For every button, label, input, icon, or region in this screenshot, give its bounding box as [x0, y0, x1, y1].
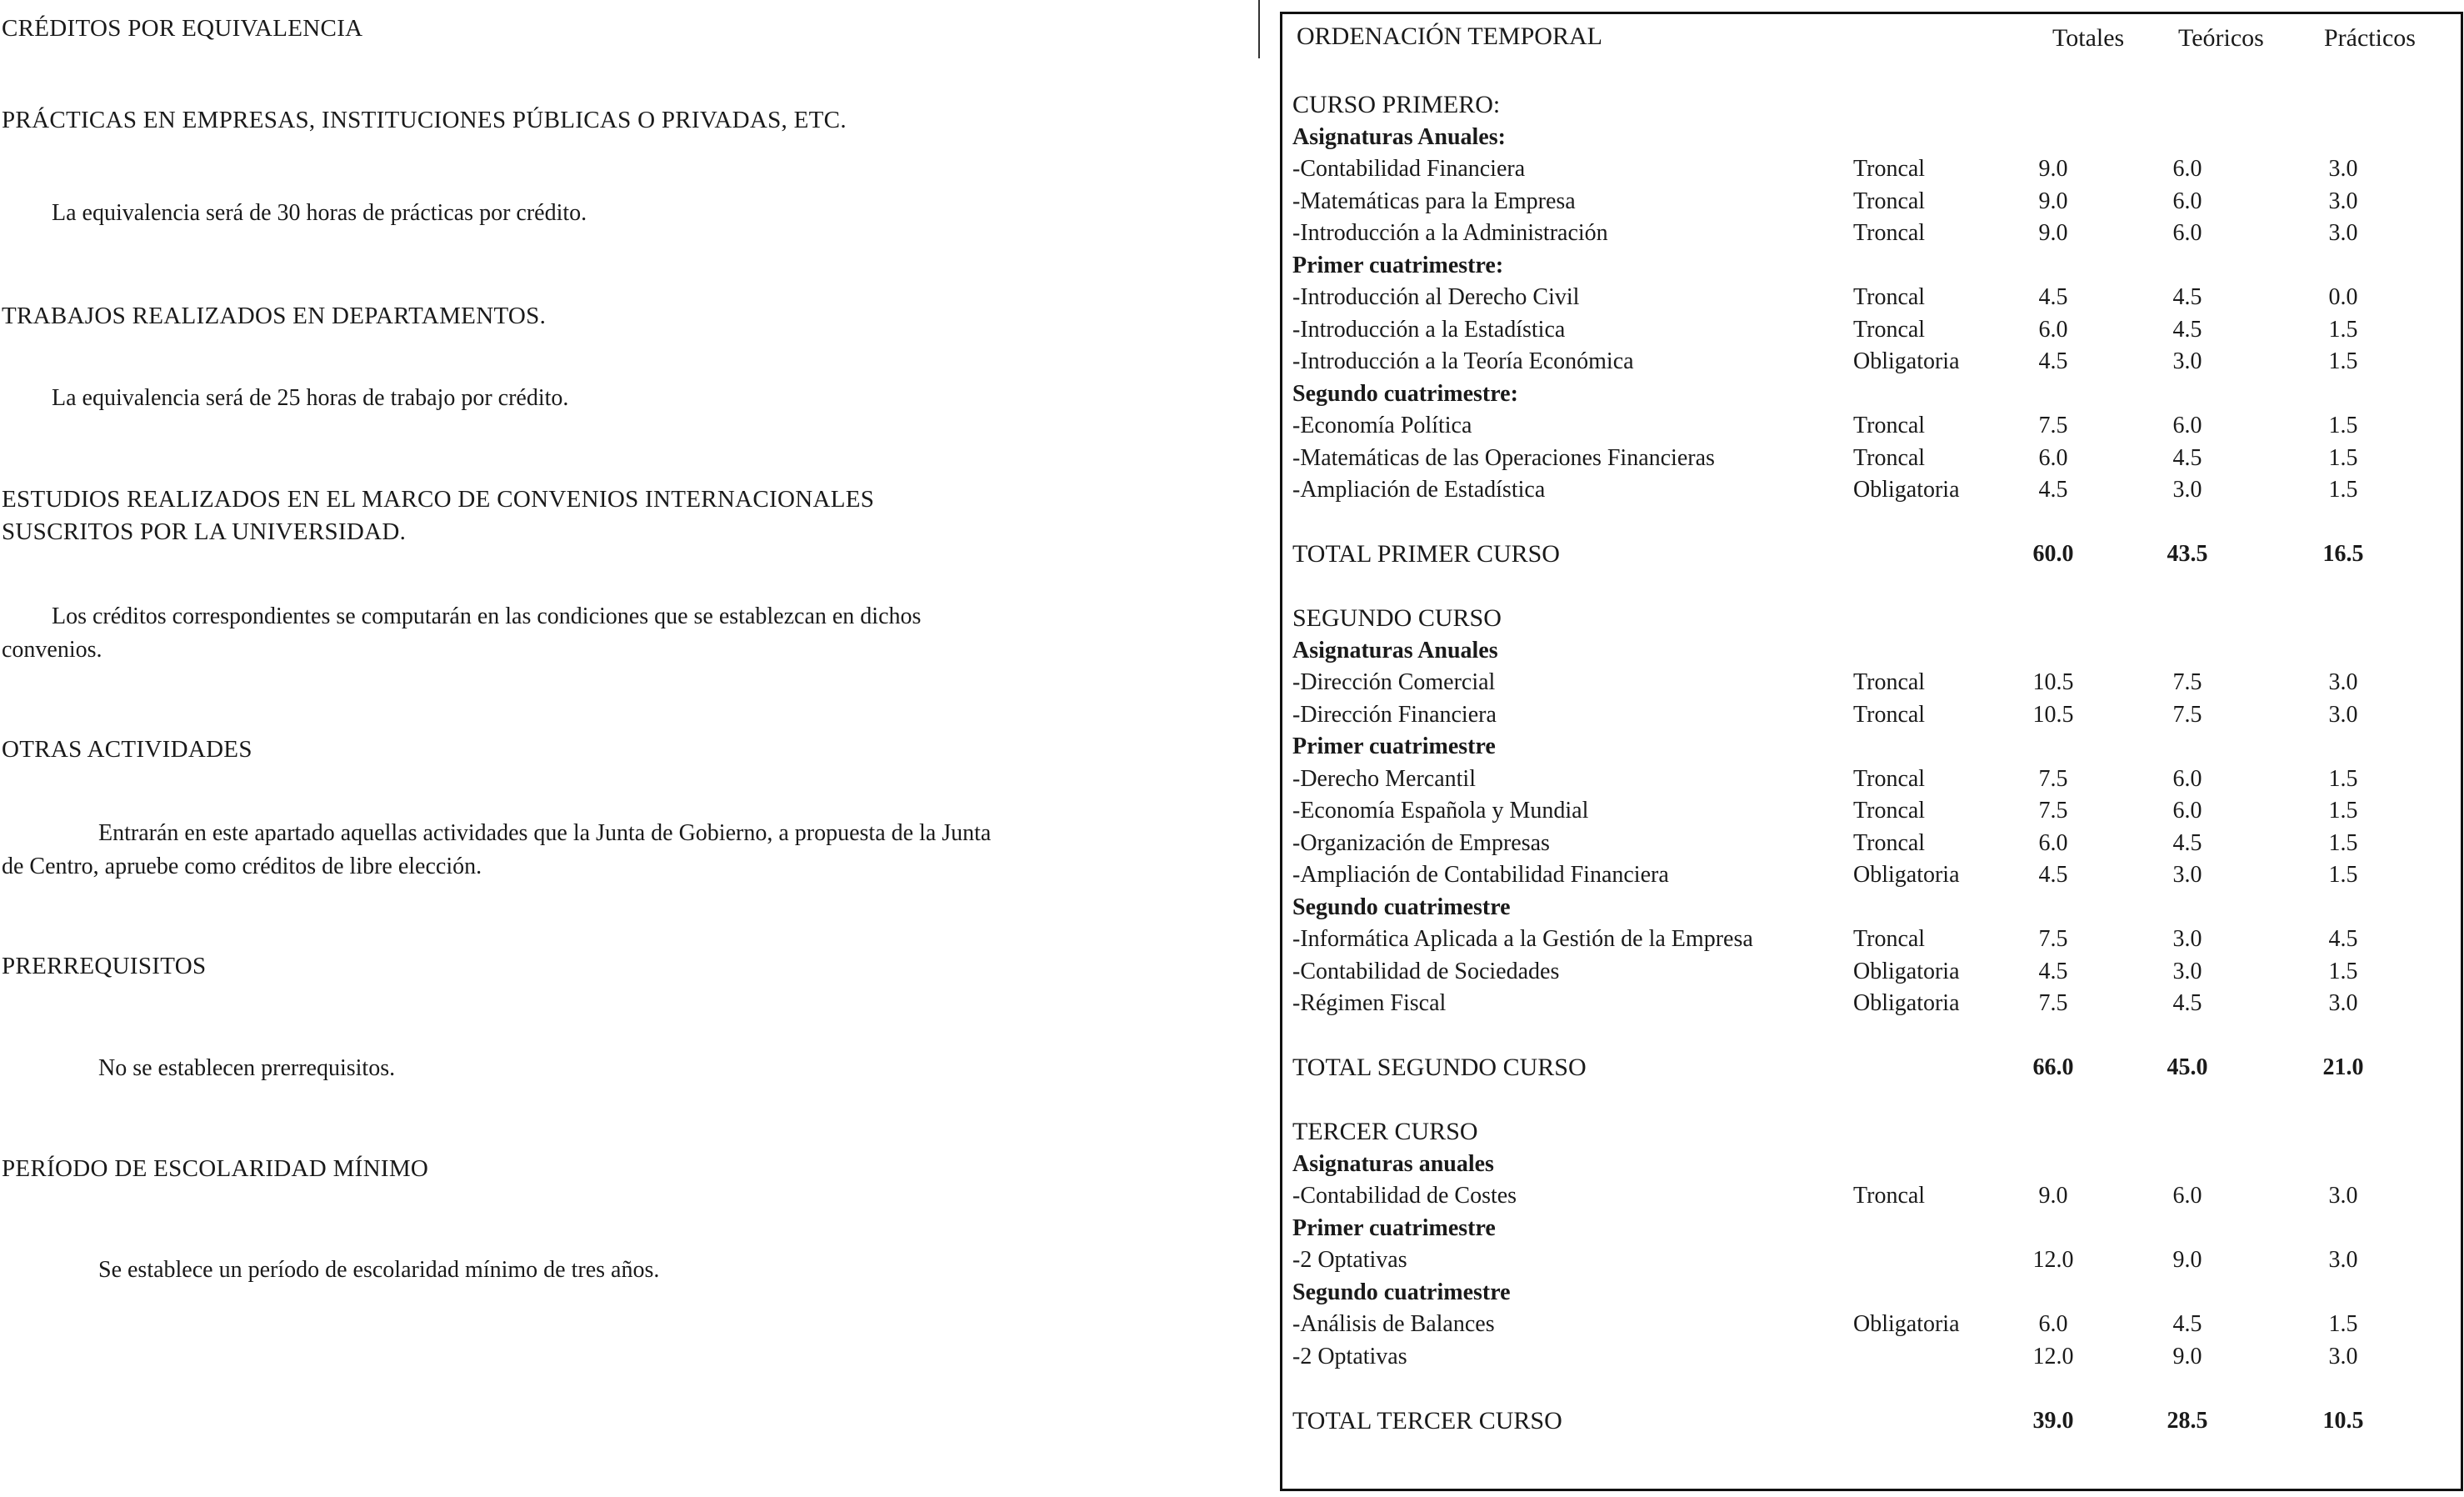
- trabajos-title: TRABAJOS REALIZADOS EN DEPARTAMENTOS.: [2, 303, 547, 329]
- cell-practicos: 0.0: [2328, 284, 2358, 310]
- estudios-title-line1: ESTUDIOS REALIZADOS EN EL MARCO DE CONVENIOS INTERNACIONALES: [2, 486, 875, 513]
- subject-name: -Introducción a la Estadística: [1292, 317, 1566, 343]
- cell-teoricos: 4.5: [2172, 1311, 2202, 1337]
- practicas-title: PRÁCTICAS EN EMPRESAS, INSTITUCIONES PÚBLICAS O PRIVADAS, ETC.: [2, 107, 847, 133]
- cell-teoricos: 3.0: [2172, 477, 2202, 503]
- cell-practicos: 1.5: [2328, 798, 2358, 824]
- estudios-text-line2: convenios.: [2, 637, 102, 663]
- cell-practicos: 1.5: [2328, 830, 2358, 856]
- cell-practicos: 3.0: [2328, 188, 2358, 214]
- total-teoricos: 28.5: [2167, 1408, 2208, 1434]
- total-teoricos: 43.5: [2167, 541, 2208, 567]
- subject-name: -Contabilidad Financiera: [1292, 156, 1526, 182]
- cell-practicos: 1.5: [2328, 862, 2358, 888]
- cell-teoricos: 3.0: [2172, 348, 2202, 374]
- prerrequisitos-text: No se establecen prerrequisitos.: [98, 1055, 396, 1081]
- subject-name: -Economía Política: [1292, 413, 1472, 438]
- cell-totales: 12.0: [2032, 1247, 2074, 1273]
- estudios-text-line1: Los créditos correspondientes se computarán en las condiciones que se establezcan en dichos: [52, 603, 922, 629]
- cell-totales: 10.5: [2032, 702, 2074, 728]
- prerrequisitos-title: PRERREQUISITOS: [2, 953, 207, 979]
- subject-type: Obligatoria: [1853, 990, 1960, 1016]
- cell-totales: 12.0: [2032, 1344, 2074, 1369]
- group-heading: Asignaturas anuales: [1292, 1151, 1494, 1177]
- subject-name: -Introducción a la Teoría Económica: [1292, 348, 1634, 374]
- subject-type: Troncal: [1853, 669, 1926, 695]
- group-heading: Segundo cuatrimestre: [1292, 894, 1511, 920]
- cell-teoricos: 4.5: [2172, 990, 2202, 1016]
- cell-teoricos: 4.5: [2172, 317, 2202, 343]
- subject-type: Troncal: [1853, 798, 1926, 824]
- subject-type: Troncal: [1853, 284, 1926, 310]
- cell-teoricos: 4.5: [2172, 284, 2202, 310]
- total-practicos: 10.5: [2322, 1408, 2364, 1434]
- subject-type: Obligatoria: [1853, 477, 1960, 503]
- otras-text-line1: Entrarán en este apartado aquellas actividades que la Junta de Gobierno, a propuesta de la Junta: [98, 820, 992, 846]
- col-header-teoricos: Teóricos: [2178, 24, 2264, 52]
- total-teoricos: 45.0: [2167, 1054, 2208, 1080]
- subject-name: -2 Optativas: [1292, 1344, 1407, 1369]
- cell-totales: 9.0: [2038, 156, 2068, 182]
- cell-totales: 4.5: [2038, 348, 2068, 374]
- cell-totales: 7.5: [2038, 413, 2068, 438]
- otras-title: OTRAS ACTIVIDADES: [2, 736, 252, 763]
- cell-practicos: 1.5: [2328, 959, 2358, 984]
- subject-type: Troncal: [1853, 188, 1926, 214]
- subject-name: -Dirección Financiera: [1292, 702, 1497, 728]
- subject-type: Troncal: [1853, 413, 1926, 438]
- subject-type: Troncal: [1853, 445, 1926, 471]
- cell-totales: 9.0: [2038, 1183, 2068, 1209]
- cell-practicos: 1.5: [2328, 1311, 2358, 1337]
- total-totales: 66.0: [2032, 1054, 2074, 1080]
- course-total-label: TOTAL PRIMER CURSO: [1292, 540, 1560, 568]
- group-heading: Primer cuatrimestre: [1292, 1215, 1496, 1241]
- cell-totales: 10.5: [2032, 669, 2074, 695]
- cell-practicos: 3.0: [2328, 1183, 2358, 1209]
- cell-teoricos: 6.0: [2172, 220, 2202, 246]
- cell-teoricos: 6.0: [2172, 156, 2202, 182]
- total-totales: 39.0: [2032, 1408, 2074, 1434]
- cell-totales: 6.0: [2038, 445, 2068, 471]
- group-heading: Segundo cuatrimestre:: [1292, 381, 1518, 407]
- subject-type: Troncal: [1853, 830, 1926, 856]
- total-practicos: 21.0: [2322, 1054, 2364, 1080]
- cell-practicos: 3.0: [2328, 156, 2358, 182]
- subject-type: Troncal: [1853, 766, 1926, 792]
- cell-teoricos: 3.0: [2172, 959, 2202, 984]
- cell-practicos: 1.5: [2328, 477, 2358, 503]
- ordenacion-temporal-table: [1280, 12, 2463, 1491]
- cell-teoricos: 6.0: [2172, 1183, 2202, 1209]
- subject-name: -Organización de Empresas: [1292, 830, 1550, 856]
- total-totales: 60.0: [2032, 541, 2074, 567]
- cell-totales: 4.5: [2038, 862, 2068, 888]
- subject-name: -Ampliación de Contabilidad Financiera: [1292, 862, 1669, 888]
- subject-name: -Ampliación de Estadística: [1292, 477, 1546, 503]
- cell-practicos: 3.0: [2328, 1344, 2358, 1369]
- cell-teoricos: 6.0: [2172, 188, 2202, 214]
- cell-teoricos: 3.0: [2172, 926, 2202, 952]
- cell-practicos: 3.0: [2328, 990, 2358, 1016]
- periodo-text: Se establece un período de escolaridad mínimo de tres años.: [98, 1257, 660, 1283]
- subject-type: Obligatoria: [1853, 959, 1960, 984]
- cell-practicos: 3.0: [2328, 1247, 2358, 1273]
- cell-teoricos: 6.0: [2172, 798, 2202, 824]
- subject-name: -Introducción al Derecho Civil: [1292, 284, 1580, 310]
- cell-practicos: 4.5: [2328, 926, 2358, 952]
- course-heading: SEGUNDO CURSO: [1292, 604, 1502, 632]
- cell-teoricos: 7.5: [2172, 702, 2202, 728]
- group-heading: Primer cuatrimestre:: [1292, 253, 1504, 278]
- subject-type: Troncal: [1853, 156, 1926, 182]
- course-heading: CURSO PRIMERO:: [1292, 91, 1501, 118]
- practicas-text: La equivalencia será de 30 horas de prácticas por crédito.: [52, 200, 587, 226]
- subject-name: -Matemáticas para la Empresa: [1292, 188, 1576, 214]
- otras-text-line2: de Centro, apruebe como créditos de libre elección.: [2, 854, 482, 879]
- cell-totales: 7.5: [2038, 926, 2068, 952]
- cell-totales: 7.5: [2038, 990, 2068, 1016]
- subject-name: -Economía Española y Mundial: [1292, 798, 1589, 824]
- cell-totales: 9.0: [2038, 188, 2068, 214]
- subject-type: Troncal: [1853, 220, 1926, 246]
- cell-teoricos: 9.0: [2172, 1247, 2202, 1273]
- course-total-label: TOTAL TERCER CURSO: [1292, 1407, 1562, 1434]
- cell-teoricos: 6.0: [2172, 413, 2202, 438]
- subject-type: Obligatoria: [1853, 348, 1960, 374]
- total-practicos: 16.5: [2322, 541, 2364, 567]
- cell-totales: 9.0: [2038, 220, 2068, 246]
- cell-teoricos: 4.5: [2172, 830, 2202, 856]
- subject-name: -Matemáticas de las Operaciones Financieras: [1292, 445, 1715, 471]
- subject-name: -Análisis de Balances: [1292, 1311, 1495, 1337]
- cell-practicos: 1.5: [2328, 317, 2358, 343]
- cell-practicos: 3.0: [2328, 702, 2358, 728]
- subject-name: -Contabilidad de Sociedades: [1292, 959, 1560, 984]
- cell-practicos: 3.0: [2328, 669, 2358, 695]
- group-heading: Primer cuatrimestre: [1292, 733, 1496, 759]
- subject-type: Obligatoria: [1853, 862, 1960, 888]
- subject-type: Obligatoria: [1853, 1311, 1960, 1337]
- course-heading: TERCER CURSO: [1292, 1118, 1478, 1145]
- cell-totales: 6.0: [2038, 317, 2068, 343]
- subject-type: Troncal: [1853, 702, 1926, 728]
- group-heading: Segundo cuatrimestre: [1292, 1279, 1511, 1305]
- cell-totales: 4.5: [2038, 959, 2068, 984]
- cell-teoricos: 4.5: [2172, 445, 2202, 471]
- cell-totales: 6.0: [2038, 830, 2068, 856]
- cell-practicos: 1.5: [2328, 445, 2358, 471]
- subject-name: -Derecho Mercantil: [1292, 766, 1476, 792]
- subject-type: Troncal: [1853, 926, 1926, 952]
- cell-totales: 4.5: [2038, 284, 2068, 310]
- cell-practicos: 1.5: [2328, 413, 2358, 438]
- cell-practicos: 3.0: [2328, 220, 2358, 246]
- col-header-practicos: Prácticos: [2324, 24, 2416, 52]
- table-title: ORDENACIÓN TEMPORAL: [1297, 23, 1602, 50]
- group-heading: Asignaturas Anuales: [1292, 638, 1498, 663]
- cell-totales: 4.5: [2038, 477, 2068, 503]
- subject-name: -Contabilidad de Costes: [1292, 1183, 1517, 1209]
- cell-totales: 7.5: [2038, 766, 2068, 792]
- cell-teoricos: 6.0: [2172, 766, 2202, 792]
- creditos-title: CRÉDITOS POR EQUIVALENCIA: [2, 15, 363, 42]
- subject-name: -Dirección Comercial: [1292, 669, 1496, 695]
- cell-teoricos: 9.0: [2172, 1344, 2202, 1369]
- subject-type: Troncal: [1853, 317, 1926, 343]
- cell-teoricos: 3.0: [2172, 862, 2202, 888]
- periodo-title: PERÍODO DE ESCOLARIDAD MÍNIMO: [2, 1155, 429, 1182]
- subject-type: Troncal: [1853, 1183, 1926, 1209]
- subject-name: -Régimen Fiscal: [1292, 990, 1447, 1016]
- cell-teoricos: 7.5: [2172, 669, 2202, 695]
- cell-practicos: 1.5: [2328, 348, 2358, 374]
- trabajos-text: La equivalencia será de 25 horas de trabajo por crédito.: [52, 385, 569, 411]
- subject-name: -2 Optativas: [1292, 1247, 1407, 1273]
- cell-practicos: 1.5: [2328, 766, 2358, 792]
- column-separator: [1258, 0, 1260, 58]
- subject-name: -Introducción a la Administración: [1292, 220, 1608, 246]
- course-total-label: TOTAL SEGUNDO CURSO: [1292, 1054, 1587, 1081]
- estudios-title-line2: SUSCRITOS POR LA UNIVERSIDAD.: [2, 518, 407, 545]
- col-header-totales: Totales: [2052, 24, 2125, 52]
- subject-name: -Informática Aplicada a la Gestión de la Empresa: [1292, 926, 1753, 952]
- cell-totales: 6.0: [2038, 1311, 2068, 1337]
- cell-totales: 7.5: [2038, 798, 2068, 824]
- group-heading: Asignaturas Anuales:: [1292, 124, 1506, 150]
